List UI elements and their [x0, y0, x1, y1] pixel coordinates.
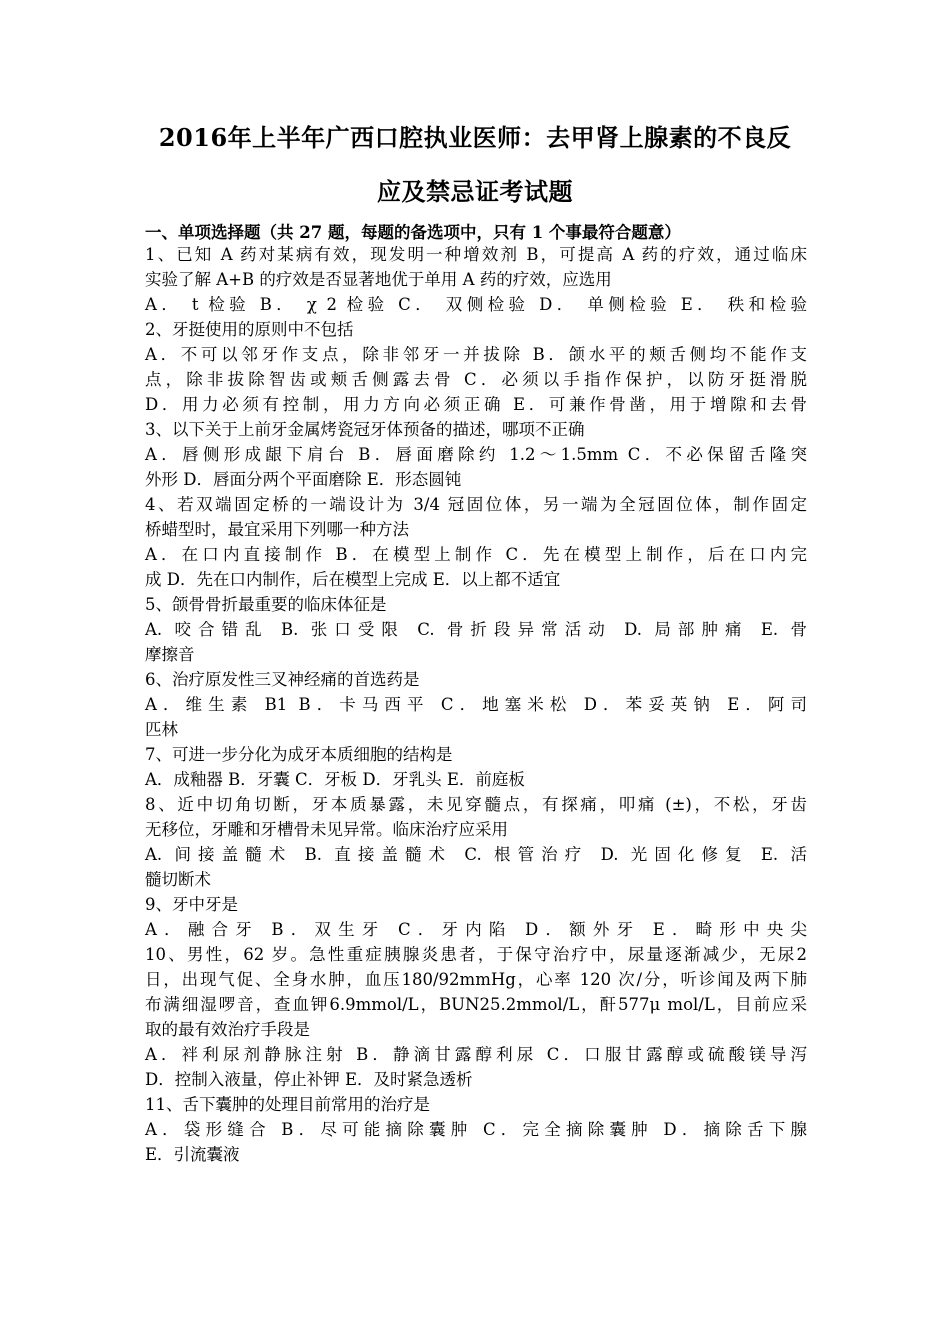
- text-line: 6、治疗原发性三叉神经痛的首选药是: [145, 670, 420, 689]
- text-line: 日，出现气促、全身水肿，血压180/92mmHg，心率 120 次/分，听诊闻及两下肺: [145, 970, 807, 989]
- text-line: 无移位，牙雕和牙槽骨未见异常。临床治疗应采用: [145, 820, 508, 839]
- text-line: 10、男性，62 岁。急性重症胰腺炎患者，于保守治疗中，尿量逐渐减少，无尿2: [145, 945, 807, 964]
- text-line: 8、近中切角切断，牙本质暴露，未见穿髓点，有探痛，叩痛 (±)，不松，牙齿: [145, 795, 807, 814]
- text-line: 成 D．先在口内制作，后在模型上完成 E．以上都不适宜: [145, 570, 561, 589]
- document-title-line-1: 2016年上半年广西口腔执业医师：去甲肾上腺素的不良反: [158, 123, 792, 152]
- text-line: 点，除非拔除智齿或颊舌侧露去骨 C．必须以手指作保护，以防牙挺滑脱: [145, 370, 807, 389]
- text-line: 5、颌骨骨折最重要的临床体征是: [145, 595, 387, 614]
- text-line: 7、可进一步分化为成牙本质细胞的结构是: [145, 745, 453, 764]
- text-line: D．控制入液量，停止补钾 E．及时紧急透析: [145, 1070, 473, 1089]
- text-line: 实验了解 A+B 的疗效是否显著地优于单用 A 药的疗效，应选用: [145, 270, 612, 289]
- text-line: 取的最有效治疗手段是: [145, 1020, 310, 1039]
- text-line: A． t 检验 B． χ 2 检验 C． 双侧检验 D． 单侧检验 E． 秩和检验: [145, 295, 807, 314]
- text-line: 9、牙中牙是: [145, 895, 238, 914]
- text-line: 桥蜡型时，最宜采用下列哪一种方法: [145, 520, 409, 539]
- text-line: A．不可以邻牙作支点，除非邻牙一并拔除 B．颌水平的颊舌侧均不能作支: [145, 345, 807, 364]
- text-line: 4、若双端固定桥的一端设计为 3/4 冠固位体，另一端为全冠固位体，制作固定: [145, 495, 807, 514]
- text-line: 布满细湿啰音，查血钾6.9mmol/L，BUN25.2mmol/L，酐577μ mol/L，目前应采: [145, 995, 807, 1014]
- text-line: D．用力必须有控制，用力方向必须正确 E．可兼作骨凿，用于增隙和去骨: [145, 395, 807, 414]
- text-line: E．引流囊液: [145, 1145, 240, 1164]
- text-line: A．在口内直接制作 B．在模型上制作 C．先在模型上制作，后在口内完: [145, 545, 807, 564]
- text-line: A．袢利尿剂静脉注射 B．静滴甘露醇利尿 C．口服甘露醇或硫酸镁导泻: [145, 1045, 807, 1064]
- text-line: A．维生素 B1 B．卡马西平 C．地塞米松 D．苯妥英钠 E．阿司: [145, 695, 807, 714]
- text-line: 摩擦音: [145, 645, 195, 664]
- text-line: A. 咬合错乱 B. 张口受限 C. 骨折段异常活动 D. 局部肿痛 E. 骨: [145, 620, 807, 639]
- text-line: 1、已知 A 药对某病有效，现发明一种增效剂 B，可提高 A 药的疗效，通过临床: [145, 245, 807, 264]
- section-heading: 一、单项选择题（共 27 题，每题的备选项中，只有 1 个事最符合题意）: [145, 223, 681, 242]
- text-line: 11、舌下囊肿的处理目前常用的治疗是: [145, 1095, 430, 1114]
- text-line: 3、以下关于上前牙金属烤瓷冠牙体预备的描述，哪项不正确: [145, 420, 585, 439]
- text-line: 髓切断术: [145, 870, 211, 889]
- text-line: A．融合牙 B．双生牙 C．牙内陷 D．额外牙 E．畸形中央尖: [145, 920, 807, 939]
- text-line: A．袋形缝合 B．尽可能摘除囊肿 C．完全摘除囊肿 D．摘除舌下腺: [145, 1120, 807, 1139]
- document-title-line-2: 应及禁忌证考试题: [377, 177, 573, 206]
- text-line: 匹林: [145, 720, 178, 739]
- text-line: A．成釉器 B．牙囊 C．牙板 D．牙乳头 E．前庭板: [145, 770, 525, 789]
- text-line: 2、牙挺使用的原则中不包括: [145, 320, 354, 339]
- text-line: A．唇侧形成龈下肩台 B．唇面磨除约 1.2～1.5mm C．不必保留舌隆突: [145, 445, 807, 464]
- text-line: 外形 D．唇面分两个平面磨除 E．形态圆钝: [145, 470, 462, 489]
- text-line: A. 间接盖髓术 B. 直接盖髓术 C. 根管治疗 D. 光固化修复 E. 活: [145, 845, 807, 864]
